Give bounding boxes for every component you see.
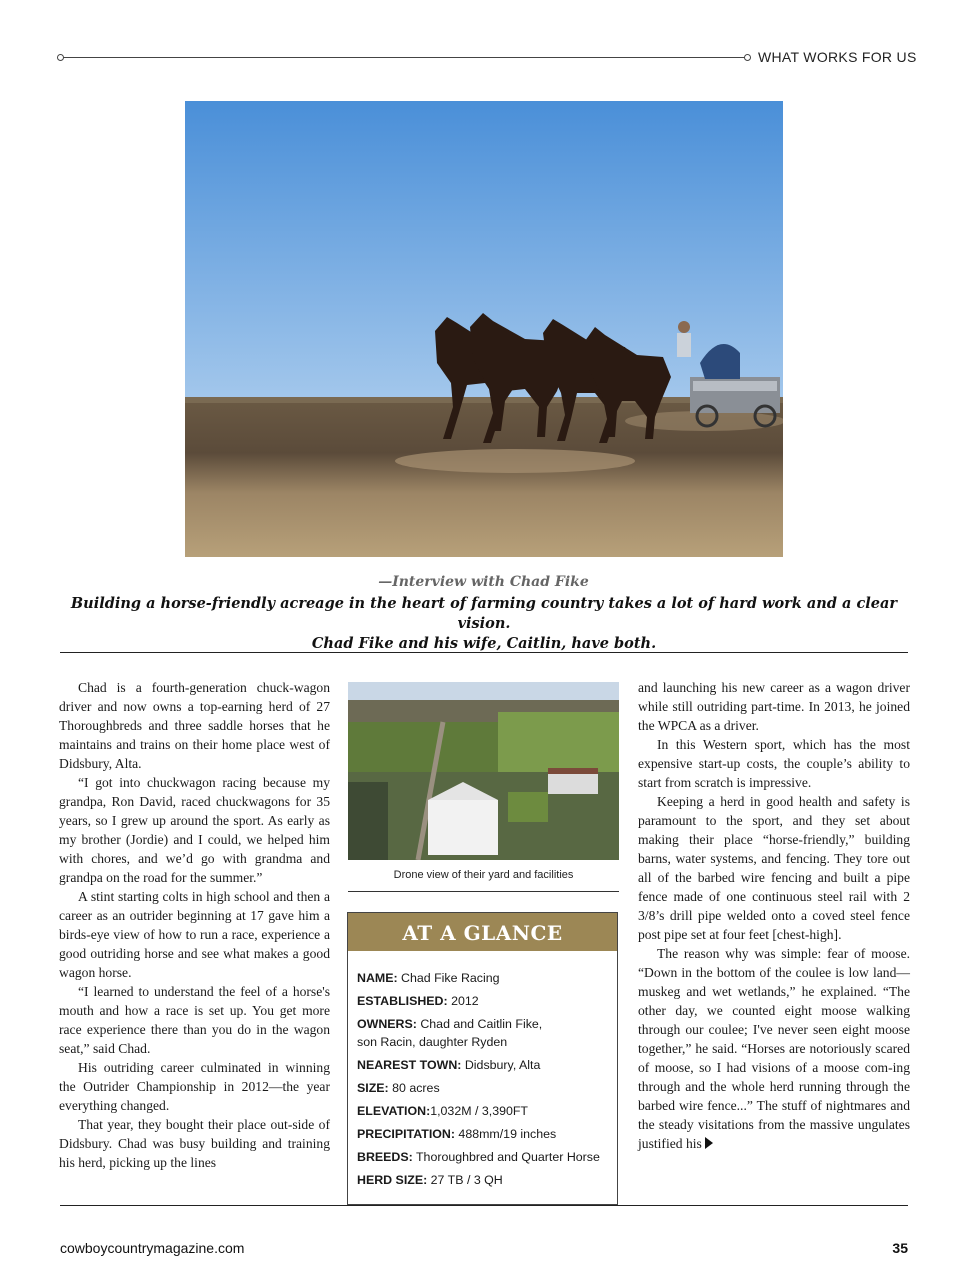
glance-row-elevation: ELEVATION:1,032M / 3,390FT bbox=[357, 1104, 529, 1118]
paragraph: Keeping a herd in good health and safety is paramount to the sport, and they set about making their place “horse-friendly,” building barns, water systems, and fencing. They tore out all of the barbed wire fencing and built a pipe fence made of one continuous steel rail with 2 3/8’s drill pipe welded onto a coved steel fence post pipe set at four feet [chest-high]. bbox=[638, 794, 910, 942]
at-a-glance-box bbox=[347, 912, 618, 1205]
paragraph: That year, they bought their place out-side of Didsbury. Chad was busy building and training his herd, picking up the lines bbox=[59, 1117, 330, 1170]
paragraph: His outriding career culminated in winning the Outrider Championship in 2012—the year everything changed. bbox=[59, 1060, 330, 1113]
section-label: WHAT WORKS FOR US bbox=[758, 49, 917, 65]
header-rule-end-dot bbox=[744, 54, 751, 61]
deck-line: Building a horse-friendly acreage in the heart of farming country takes a lot of hard work and a clear vision. bbox=[70, 595, 898, 632]
glance-row-precipitation: PRECIPITATION: 488mm/19 inches bbox=[357, 1127, 557, 1141]
glance-row-name: NAME: Chad Fike Racing bbox=[357, 971, 500, 985]
paragraph: A stint starting colts in high school and then a career as an outrider beginning at 17 gave him a birds-eye view of how to run a race, experience a good outriding horse and see what makes a good wagon horse. bbox=[59, 889, 330, 980]
drone-caption: Drone view of their yard and facilities bbox=[393, 869, 574, 881]
at-a-glance-list bbox=[348, 951, 617, 1189]
article-column-1 bbox=[59, 678, 330, 1172]
glance-row-nearest-town: NEAREST TOWN: Didsbury, Alta bbox=[357, 1058, 541, 1072]
at-a-glance-title: AT A GLANCE bbox=[348, 913, 617, 951]
paragraph: “I learned to understand the feel of a horse's mouth and how a race is set up. You get more race experience there than you do in the wagon seat,” said Chad. bbox=[59, 984, 330, 1056]
continue-arrow-icon bbox=[705, 1137, 713, 1149]
hero-photo-horses-wagon bbox=[185, 101, 783, 557]
paragraph: Chad is a fourth-generation chuck-wagon driver and now owns a top-earning herd of 27 Thoroughbreds and three saddle horses that he maintains and trains on their home place west of Didsbury, Alta. bbox=[59, 680, 330, 771]
drone-photo bbox=[348, 682, 619, 860]
paragraph-last: The reason why was simple: fear of moose. “Down in the bottom of the coulee is low land—muskeg and wet wetlands,” he explained. “The other day, we counted eight moose walking through our coulee; I've never seen eight moose together,” he said. “Horses are notoriously scared of moose, so I had visions of a moose com-ing through and the whole herd running through the barbed wire fence...” The stuff of nightmares and the steady visitations from the massive ungulates justified his bbox=[638, 946, 910, 1151]
glance-row-breeds: BREEDS: Thoroughbred and Quarter Horse bbox=[357, 1150, 600, 1164]
glance-row-size: SIZE: 80 acres bbox=[357, 1081, 440, 1095]
paragraph: “I got into chuckwagon racing because my grandpa, Ron David, raced chuckwagons for 35 years, so I grew up around the sport. As early as my brother (Jordie) and I could, we helped him with chores, and we’d go with grandma and grandpa on the road for the summer.” bbox=[59, 775, 330, 885]
header-rule-end-dot bbox=[57, 54, 64, 61]
paragraph: In this Western sport, which has the most expensive start-up costs, the couple’s ability to start from scratch is impressive. bbox=[638, 737, 910, 790]
header-rule bbox=[60, 57, 748, 58]
deck-line: Chad Fike and his wife, Caitlin, have both. bbox=[311, 635, 657, 652]
footer-rule bbox=[60, 1205, 908, 1206]
glance-row-owners: OWNERS: Chad and Caitlin Fike, son Racin, daughter Ryden bbox=[357, 1017, 543, 1049]
deck-rule bbox=[60, 652, 908, 653]
article-column-3 bbox=[638, 678, 910, 1153]
glance-row-established: ESTABLISHED: 2012 bbox=[357, 994, 479, 1008]
glance-row-herd-size: HERD SIZE: 27 TB / 3 QH bbox=[357, 1173, 503, 1187]
footer-website: cowboycountrymagazine.com bbox=[60, 1240, 245, 1256]
photo-credit: —Interview with Chad Fike bbox=[378, 574, 589, 590]
article-deck bbox=[60, 594, 908, 654]
paragraph: and launching his new career as a wagon driver while still outriding part-time. In 2013, he joined the WPCA as a driver. bbox=[638, 680, 910, 733]
page-number: 35 bbox=[892, 1240, 908, 1256]
caption-rule bbox=[348, 891, 619, 892]
